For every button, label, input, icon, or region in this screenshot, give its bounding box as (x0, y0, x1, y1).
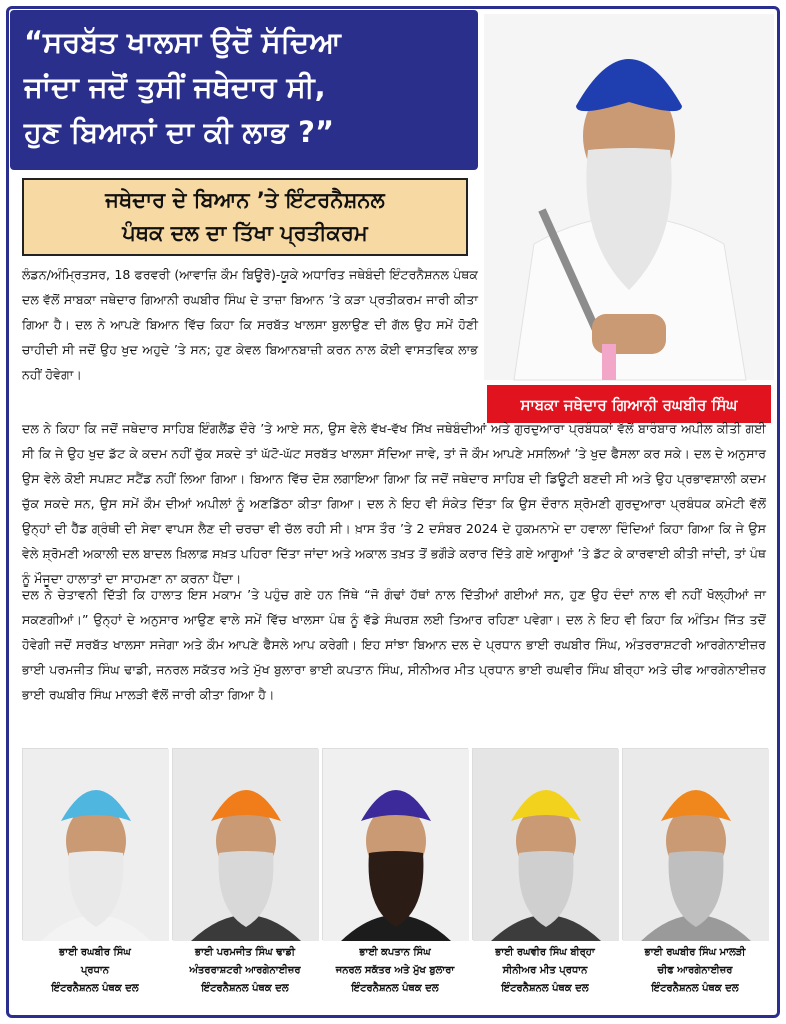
person-card (622, 748, 768, 1016)
person-org: ਇੰਟਰਨੈਸ਼ਨਲ ਪੰਥਕ ਦਲ (201, 983, 289, 994)
subheadline-line: ਪੰਥਕ ਦਲ ਦਾ ਤਿੱਖਾ ਪ੍ਰਤੀਕਰਮ (122, 221, 368, 245)
headline-box (10, 10, 478, 170)
person-role: ਜਨਰਲ ਸਕੱਤਰ ਅਤੇ ਮੁੱਖ ਬੁਲਾਰਾ (335, 965, 455, 976)
person-card (322, 748, 468, 1016)
person-org: ਇੰਟਰਨੈਸ਼ਨਲ ਪੰਥਕ ਦਲ (651, 983, 739, 994)
headline-line: ਹੁਣ ਬਿਆਨਾਂ ਦਾ ਕੀ ਲਾਭ ?” (24, 115, 335, 149)
person-photo (322, 748, 468, 940)
headline-line: “ਸਰਬੱਤ ਖਾਲਸਾ ਉਦੋਂ ਸੱਦਿਆ (24, 25, 341, 59)
person-name: ਭਾਈ ਰਘਬੀਰ ਸਿੰਘ ਮਾਲੜੀ (644, 947, 746, 958)
person-card (472, 748, 618, 1016)
person-name: ਭਾਈ ਰਘਵੀਰ ਸਿੰਘ ਬੀਰ੍ਹਾ (495, 947, 595, 958)
person-card (22, 748, 168, 1016)
person-org: ਇੰਟਰਨੈਸ਼ਨਲ ਪੰਥਕ ਦਲ (351, 983, 439, 994)
main-portrait (484, 14, 774, 380)
person-org: ਇੰਟਰਨੈਸ਼ਨਲ ਪੰਥਕ ਦਲ (51, 983, 139, 994)
article-paragraph-1: ਲੰਡਨ/ਅੰਮ੍ਰਿਤਸਰ, 18 ਫਰਵਰੀ (ਆਵਾਜ਼ਿ ਕੌਮ ਬਿਊਰੋ)-ਯੂਕੇ ਅਧਾਰਿਤ ਜਥੇਬੰਦੀ ਇੰਟਰਨੈਸ਼ਨਲ ਪੰਥਕ ਦਲ ਵੱਲੋਂ ਸਾਬਕਾ ਜਥੇਦਾਰ ਗਿਆਨੀ ਰਘਬੀਰ ਸਿੰਘ ਦੇ ਤਾਜ਼ਾ ਬਿਆਨ ’ਤੇ ਕੜਾ ਪ੍ਰਤੀਕਰਮ ਜਾਰੀ ਕੀਤਾ ਗਿਆ ਹੈ। ਦਲ ਨੇ ਆਪਣੇ ਬਿਆਨ ਵਿੱਚ ਕਿਹਾ ਕਿ ਸਰਬੱਤ ਖਾਲਸਾ ਬੁਲਾਉਣ ਦੀ ਗੱਲ ਉਹ ਸਮੇਂ ਹੋਣੀ ਚਾਹੀਦੀ ਸੀ ਜਦੋਂ ਉਹ ਖੁਦ ਅਹੁਦੇ ’ਤੇ ਸਨ; ਹੁਣ ਕੇਵਲ ਬਿਆਨਬਾਜ਼ੀ ਕਰਨ ਨਾਲ ਕੋਈ ਵਾਸਤਵਿਕ ਲਾਭ ਨਹੀਂ ਹੋਵੇਗਾ। (22, 267, 478, 382)
person-photo (622, 748, 768, 940)
person-photo (172, 748, 318, 940)
person-name: ਭਾਈ ਰਘਬੀਰ ਸਿੰਘ (59, 947, 131, 958)
person-org: ਇੰਟਰਨੈਸ਼ਨਲ ਪੰਥਕ ਦਲ (501, 983, 589, 994)
article-paragraph-3: ਦਲ ਨੇ ਚੇਤਾਵਨੀ ਦਿੱਤੀ ਕਿ ਹਾਲਾਤ ਇਸ ਮਕਾਮ ’ਤੇ ਪਹੁੰਚ ਗਏ ਹਨ ਜਿੱਥੇ “ਜੋ ਗੰਢਾਂ ਹੱਥਾਂ ਨਾਲ ਦਿੱਤੀਆਂ ਗਈਆਂ ਸਨ, ਹੁਣ ਉਹ ਦੰਦਾਂ ਨਾਲ ਵੀ ਨਹੀਂ ਖੋਲ੍ਹੀਆਂ ਜਾ ਸਕਣਗੀਆਂ।” ਉਨ੍ਹਾਂ ਦੇ ਅਨੁਸਾਰ ਆਉਣ ਵਾਲੇ ਸਮੇਂ ਵਿੱਚ ਖਾਲਸਾ ਪੰਥ ਨੂੰ ਵੱਡੇ ਸੰਘਰਸ਼ ਲਈ ਤਿਆਰ ਰਹਿਣਾ ਪਵੇਗਾ। ਦਲ ਨੇ ਇਹ ਵੀ ਕਿਹਾ ਕਿ ਅੰਤਿਮ ਜਿੱਤ ਤਦੋਂ ਹੋਵੇਗੀ ਜਦੋਂ ਸਰਬੱਤ ਖਾਲਸਾ ਸਜੇਗਾ ਅਤੇ ਕੌਮ ਆਪਣੇ ਫੈਸਲੇ ਆਪ ਕਰੇਗੀ। ਇਹ ਸਾਂਝਾ ਬਿਆਨ ਦਲ ਦੇ ਪ੍ਰਧਾਨ ਭਾਈ ਰਘਬੀਰ ਸਿੰਘ, ਅੰਤਰਰਾਸ਼ਟਰੀ ਆਰਗੇਨਾਈਜ਼ਰ ਭਾਈ ਪਰਮਜੀਤ ਸਿੰਘ ਢਾਡੀ, ਜਨਰਲ ਸਕੱਤਰ ਅਤੇ ਮੁੱਖ ਬੁਲਾਰਾ ਭਾਈ ਕਪਤਾਨ ਸਿੰਘ, ਸੀਨੀਅਰ ਮੀਤ ਪ੍ਰਧਾਨ ਭਾਈ ਰਘਵੀਰ ਸਿੰਘ ਬੀਰ੍ਹਾ ਅਤੇ ਚੀਫ ਆਰਗੇਨਾਈਜ਼ਰ ਭਾਈ ਰਘਬੀਰ ਸਿੰਘ ਮਾਲੜੀ ਵੱਲੋਂ ਜਾਰੀ ਕੀਤਾ ਗਿਆ ਹੈ। (22, 587, 766, 702)
person-role: ਸੀਨੀਅਰ ਮੀਤ ਪ੍ਰਧਾਨ (502, 965, 588, 976)
headline-line: ਜਾਂਦਾ ਜਦੋਂ ਤੁਸੀਂ ਜਥੇਦਾਰ ਸੀ, (24, 70, 326, 104)
person-role: ਅੰਤਰਰਾਸ਼ਟਰੀ ਆਰਗੇਨਾਈਜ਼ਰ (189, 965, 301, 976)
person-role: ਪ੍ਰਧਾਨ (80, 965, 110, 976)
main-portrait-illustration (484, 14, 774, 380)
person-card (172, 748, 318, 1016)
person-name: ਭਾਈ ਪਰਮਜੀਤ ਸਿੰਘ ਢਾਡੀ (194, 947, 296, 958)
person-role: ਚੀਫ ਆਰਗੇਨਾਈਜ਼ਰ (657, 965, 733, 976)
article-paragraph-2: ਦਲ ਨੇ ਕਿਹਾ ਕਿ ਜਦੋਂ ਜਥੇਦਾਰ ਸਾਹਿਬ ਇੰਗਲੈਂਡ ਦੌਰੇ ’ਤੇ ਆਏ ਸਨ, ਉਸ ਵੇਲੇ ਵੱਖ-ਵੱਖ ਸਿੱਖ ਜਥੇਬੰਦੀਆਂ ਅਤੇ ਗੁਰਦੁਆਰਾ ਪ੍ਰਬੰਧਕਾਂ ਵੱਲੋਂ ਬਾਰੰਬਾਰ ਅਪੀਲ ਕੀਤੀ ਗਈ ਸੀ ਕਿ ਜੇ ਉਹ ਖੁਦ ਡੱਟ ਕੇ ਕਦਮ ਨਹੀਂ ਚੁੱਕ ਸਕਦੇ ਤਾਂ ਘੱਟੋ-ਘੱਟ ਸਰਬੱਤ ਖਾਲਸਾ ਸੱਦਿਆ ਜਾਵੇ, ਤਾਂ ਜੋ ਕੌਮ ਆਪਣੇ ਮਸਲਿਆਂ ’ਤੇ ਖੁਦ ਫੈਸਲਾ ਕਰ ਸਕੇ। ਦਲ ਦੇ ਅਨੁਸਾਰ ਉਸ ਵੇਲੇ ਕੋਈ ਸਪਸ਼ਟ ਸਟੈਂਡ ਨਹੀਂ ਲਿਆ ਗਿਆ। ਬਿਆਨ ਵਿੱਚ ਦੋਸ਼ ਲਗਾਇਆ ਗਿਆ ਕਿ ਜਦੋਂ ਜਥੇਦਾਰ ਸਾਹਿਬ ਦੀ ਡਿਊਟੀ ਬਣਦੀ ਸੀ ਅਤੇ ਉਹ ਪ੍ਰਭਾਵਸ਼ਾਲੀ ਕਦਮ ਚੁੱਕ ਸਕਦੇ ਸਨ, ਉਸ ਸਮੇਂ ਕੌਮ ਦੀਆਂ ਅਪੀਲਾਂ ਨੂੰ ਅਣਡਿੱਠਾ ਕੀਤਾ ਗਿਆ। ਦਲ ਨੇ ਇਹ ਵੀ ਸੰਕੇਤ ਦਿੱਤਾ ਕਿ ਉਸ ਦੌਰਾਨ ਸ਼੍ਰੋਮਣੀ ਗੁਰਦੁਆਰਾ ਪ੍ਰਬੰਧਕ ਕਮੇਟੀ ਵੱਲੋਂ ਉਨ੍ਹਾਂ ਦੀ ਹੈੱਡ ਗ੍ਰੰਥੀ ਦੀ ਸੇਵਾ ਵਾਪਸ ਲੈਣ ਦੀ ਚਰਚਾ ਵੀ ਚੱਲ ਰਹੀ ਸੀ। ਖ਼ਾਸ ਤੌਰ ’ਤੇ 2 ਦਸੰਬਰ 2024 ਦੇ ਹੁਕਮਨਾਮੇ ਦਾ ਹਵਾਲਾ ਦਿੰਦਿਆਂ ਕਿਹਾ ਗਿਆ ਕਿ ਜੇ ਉਸ ਵੇਲੇ ਸ਼੍ਰੋਮਣੀ ਅਕਾਲੀ ਦਲ ਬਾਦਲ ਖ਼ਿਲਾਫ਼ ਸਖ਼ਤ ਪਹਿਰਾ ਦਿੱਤਾ ਜਾਂਦਾ ਅਤੇ ਅਕਾਲ ਤਖ਼ਤ ਤੋਂ ਭਗੌੜੇ ਕਰਾਰ ਦਿੱਤੇ ਗਏ ਆਗੂਆਂ ’ਤੇ ਡੱਟ ਕੇ ਕਾਰਵਾਈ ਕੀਤੀ ਜਾਂਦੀ, ਤਾਂ ਪੰਥ ਨੂੰ ਮੌਜੂਦਾ ਹਾਲਾਤਾਂ ਦਾ ਸਾਹਮਣਾ ਨਾ ਕਰਨਾ ਪੈਂਦਾ। (22, 421, 766, 586)
person-photo (22, 748, 168, 940)
main-photo-caption: ਸਾਬਕਾ ਜਥੇਦਾਰ ਗਿਆਨੀ ਰਘਬੀਰ ਸਿੰਘ (484, 382, 774, 426)
people-row (22, 748, 770, 1016)
subheadline-line: ਜਥੇਦਾਰ ਦੇ ਬਿਆਨ ’ਤੇ ਇੰਟਰਨੈਸ਼ਨਲ (105, 188, 385, 212)
person-name: ਭਾਈ ਕਪਤਾਨ ਸਿੰਘ (359, 947, 431, 958)
person-photo (472, 748, 618, 940)
subheadline-box (22, 178, 468, 256)
